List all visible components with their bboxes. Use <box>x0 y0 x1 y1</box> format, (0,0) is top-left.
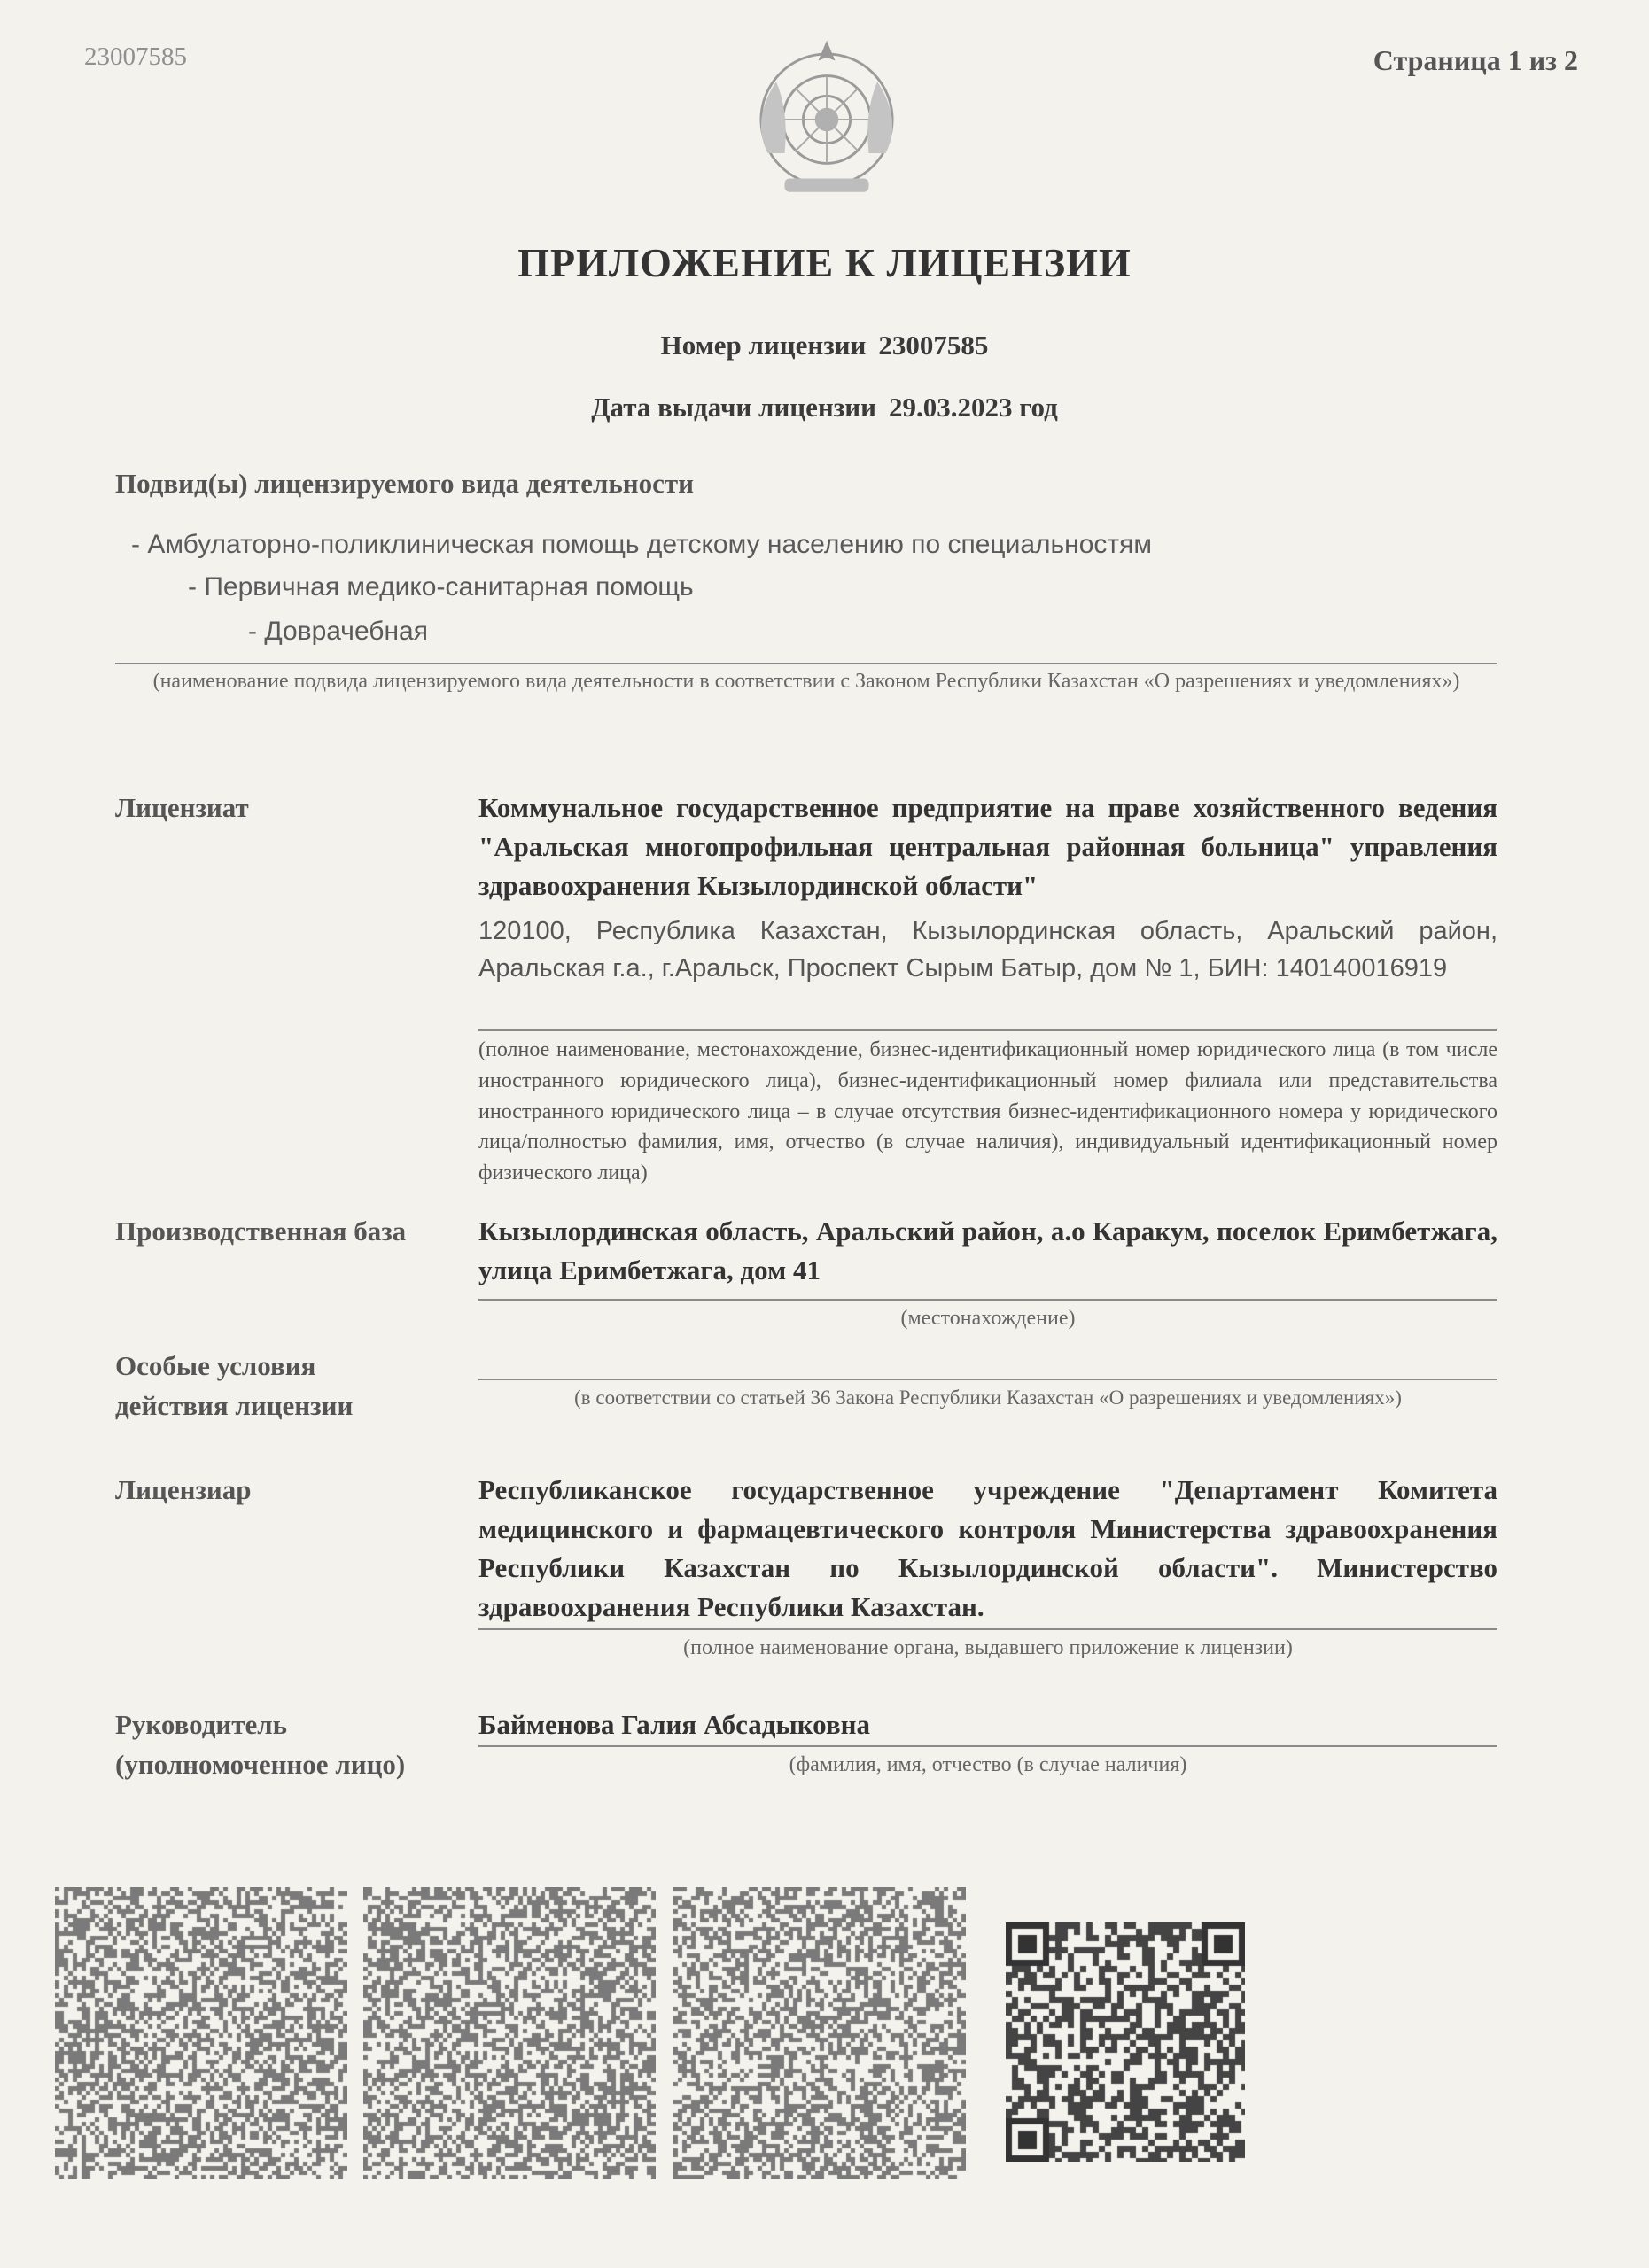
divider <box>478 1628 1497 1630</box>
qr-code-3 <box>673 1887 966 2184</box>
issue-date-value: 29.03.2023 год <box>888 392 1058 423</box>
production-base-label: Производственная база <box>115 1216 407 1247</box>
head-label <box>115 1705 405 1785</box>
document-number-top: 23007585 <box>84 43 187 71</box>
qr-pattern <box>55 1887 347 2179</box>
licensee-address: 120100, Республика Казахстан, Кызылординская область, Аральский район, Аральская г.а., г.Аральск, Проспект Сырым Батыр, дом № 1, БИН: 140140016919 <box>478 917 1497 983</box>
special-conditions-label-line1: Особые условия <box>115 1350 316 1381</box>
subtype-item: - Амбулаторно-поликлиническая помощь детскому населению по специальностям <box>131 530 1153 559</box>
qr-pattern <box>363 1887 656 2179</box>
licensor-caption: (полное наименование органа, выдавшего приложение к лицензии) <box>683 1636 1293 1659</box>
qr-pattern <box>1006 1922 1245 2162</box>
state-emblem-icon <box>743 35 911 204</box>
divider <box>478 1029 1497 1031</box>
divider <box>478 1379 1497 1380</box>
divider <box>478 1299 1497 1301</box>
licensee-label: Лицензиат <box>115 792 249 823</box>
production-base-caption: (местонахождение) <box>900 1307 1076 1330</box>
production-base-value: Кызылординская область, Аральский район, а.о Каракум, поселок Еримбетжага, улица Еримбетжага, дом 41 <box>478 1216 1497 1286</box>
licensee-name: Коммунальное государственное предприятие на праве хозяйственного ведения "Аральская многопрофильная центральная районная больница" управления здравоохранения Кызылординской области" <box>478 792 1497 902</box>
issue-date-label: Дата выдачи лицензии <box>591 392 876 423</box>
licensor-value: Республиканское государственное учреждение "Департамент Комитета медицинского и фармацевтического контроля Министерства здравоохранения Республики Казахстан по Кызылординской области". Министерство здравоохранения Республики Казахстан. <box>478 1474 1497 1623</box>
special-conditions-label <box>115 1347 353 1426</box>
page-indicator: Страница 1 из 2 <box>1373 44 1578 76</box>
special-conditions-label-line2: действия лицензии <box>115 1389 354 1421</box>
subtypes-caption: (наименование подвида лицензируемого вида деятельности в соответствии с Законом Республики Казахстан «О разрешениях и уведомлениях») <box>152 670 1460 693</box>
subtypes-heading: Подвид(ы) лицензируемого вида деятельности <box>115 468 694 499</box>
qr-code-1 <box>55 1887 347 2184</box>
document-title: ПРИЛОЖЕНИЕ К ЛИЦЕНЗИИ <box>517 240 1132 285</box>
subtype-item: - Первичная медико-санитарная помощь <box>188 572 694 602</box>
head-label-line2: (уполномоченное лицо) <box>115 1748 406 1780</box>
licensee-caption: (полное наименование, местонахождение, бизнес-идентификационный номер юридического лица (в том числе иностранного юридического лица), бизнес-идентификационный номер филиала или представительства иностранного юридического лица – в случае отсутствия бизнес-идентификационного номера у юридического лица/полностью фамилия, имя, отчество (в случае наличия), индивидуальный идентификационный номер физического лица) <box>478 1038 1497 1185</box>
head-caption: (фамилия, имя, отчество (в случае наличия) <box>789 1753 1187 1776</box>
licensor-label: Лицензиар <box>115 1474 252 1505</box>
license-number-line <box>0 330 1649 361</box>
qr-pattern <box>673 1887 966 2179</box>
qr-code-2 <box>363 1887 656 2184</box>
issue-date-line <box>0 392 1649 423</box>
head-value: Байменова Галия Абсадыковна <box>478 1709 870 1740</box>
license-number-label: Номер лицензии <box>660 330 867 361</box>
divider <box>478 1745 1497 1747</box>
qr-code-4 <box>1006 1922 1245 2166</box>
special-conditions-caption: (в соответствии со статьей 36 Закона Республики Казахстан «О разрешениях и уведомлениях») <box>574 1386 1402 1409</box>
license-number-value: 23007585 <box>878 330 989 361</box>
subtype-item: - Доврачебная <box>248 617 428 646</box>
divider <box>115 663 1497 664</box>
head-label-line1: Руководитель <box>115 1709 288 1740</box>
